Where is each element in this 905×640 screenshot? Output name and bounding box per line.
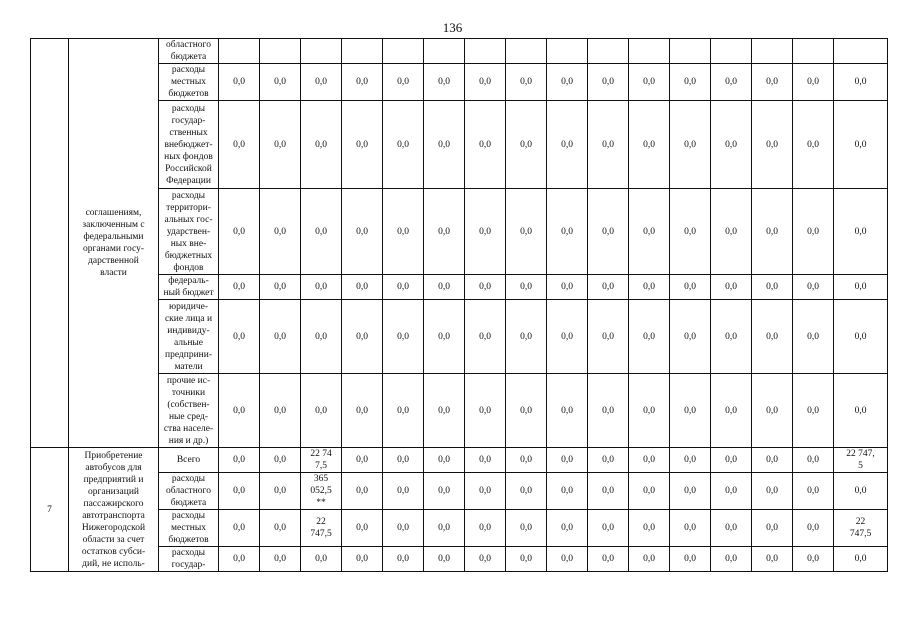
value-cell: 0,0 [424, 189, 465, 275]
funding-source-cell: расходы областного бюджета [159, 473, 219, 510]
row-number-cell [31, 39, 69, 448]
funding-source-cell: расходы государ- ственных внебюджет- ных фондов Российской Федерации [159, 101, 219, 189]
value-cell: 0,0 [793, 547, 834, 572]
value-cell: 0,0 [547, 64, 588, 101]
value-cell: 0,0 [383, 101, 424, 189]
value-cell: 0,0 [424, 300, 465, 374]
value-cell: 0,0 [629, 448, 670, 473]
measure-description-cell: Приобретение автобусов для предприятий и организаций пассажирского автотранспорта Нижегородской области за счет остатков субси- дий, не исполь- [69, 448, 159, 572]
value-cell: 0,0 [793, 189, 834, 275]
value-cell: 0,0 [260, 374, 301, 448]
value-cell: 0,0 [506, 300, 547, 374]
value-cell: 0,0 [711, 189, 752, 275]
budget-table [30, 38, 888, 572]
value-cell: 0,0 [752, 374, 793, 448]
value-cell: 0,0 [711, 448, 752, 473]
value-cell: 0,0 [506, 275, 547, 300]
table-row [31, 448, 888, 473]
value-cell: 0,0 [465, 448, 506, 473]
value-cell: 0,0 [506, 473, 547, 510]
value-cell: 0,0 [752, 64, 793, 101]
table-row [31, 300, 888, 374]
value-cell: 0,0 [834, 300, 888, 374]
value-cell: 0,0 [588, 275, 629, 300]
value-cell [506, 39, 547, 64]
value-cell: 0,0 [260, 64, 301, 101]
value-cell: 0,0 [260, 101, 301, 189]
value-cell [793, 39, 834, 64]
value-cell: 0,0 [629, 64, 670, 101]
value-cell: 0,0 [465, 374, 506, 448]
value-cell: 0,0 [834, 473, 888, 510]
value-cell: 0,0 [383, 510, 424, 547]
value-cell: 0,0 [670, 300, 711, 374]
value-cell: 0,0 [834, 275, 888, 300]
value-cell: 0,0 [752, 300, 793, 374]
value-cell: 0,0 [424, 510, 465, 547]
value-cell: 0,0 [465, 510, 506, 547]
value-cell: 0,0 [506, 374, 547, 448]
value-cell: 0,0 [219, 101, 260, 189]
value-cell: 0,0 [588, 510, 629, 547]
table-row [31, 510, 888, 547]
value-cell [260, 39, 301, 64]
value-cell: 0,0 [342, 101, 383, 189]
funding-source-cell: расходы местных бюджетов [159, 64, 219, 101]
value-cell [752, 39, 793, 64]
value-cell: 0,0 [711, 473, 752, 510]
value-cell: 0,0 [342, 473, 383, 510]
value-cell: 0,0 [711, 64, 752, 101]
funding-source-cell: областного бюджета [159, 39, 219, 64]
value-cell: 0,0 [834, 64, 888, 101]
value-cell [342, 39, 383, 64]
value-cell: 0,0 [629, 275, 670, 300]
value-cell: 0,0 [506, 510, 547, 547]
value-cell: 0,0 [547, 374, 588, 448]
value-cell: 0,0 [588, 473, 629, 510]
value-cell: 0,0 [793, 275, 834, 300]
value-cell: 0,0 [424, 64, 465, 101]
value-cell: 0,0 [424, 547, 465, 572]
value-cell: 0,0 [342, 300, 383, 374]
value-cell: 0,0 [588, 300, 629, 374]
value-cell [219, 39, 260, 64]
funding-source-cell: федераль- ный бюджет [159, 275, 219, 300]
value-cell: 0,0 [711, 510, 752, 547]
value-cell: 0,0 [465, 473, 506, 510]
value-cell: 0,0 [424, 448, 465, 473]
value-cell: 0,0 [629, 189, 670, 275]
value-cell: 0,0 [301, 275, 342, 300]
value-cell: 0,0 [260, 473, 301, 510]
table-row [31, 275, 888, 300]
value-cell: 22 747, 5 [834, 448, 888, 473]
value-cell: 0,0 [301, 189, 342, 275]
funding-source-cell: прочие ис- точники (собствен- ные сред- ства населе- ния и др.) [159, 374, 219, 448]
value-cell: 0,0 [752, 473, 793, 510]
value-cell: 0,0 [260, 275, 301, 300]
value-cell: 0,0 [383, 374, 424, 448]
value-cell: 0,0 [547, 510, 588, 547]
value-cell: 0,0 [711, 374, 752, 448]
value-cell: 0,0 [670, 275, 711, 300]
value-cell: 0,0 [793, 64, 834, 101]
value-cell: 0,0 [670, 189, 711, 275]
value-cell: 0,0 [547, 275, 588, 300]
value-cell: 0,0 [342, 547, 383, 572]
value-cell: 0,0 [342, 510, 383, 547]
value-cell: 0,0 [793, 101, 834, 189]
value-cell: 0,0 [793, 374, 834, 448]
value-cell: 0,0 [629, 101, 670, 189]
value-cell: 0,0 [301, 374, 342, 448]
value-cell: 0,0 [301, 101, 342, 189]
value-cell: 0,0 [219, 510, 260, 547]
value-cell: 0,0 [506, 189, 547, 275]
value-cell: 0,0 [793, 300, 834, 374]
value-cell: 0,0 [465, 64, 506, 101]
value-cell: 0,0 [383, 547, 424, 572]
value-cell: 0,0 [219, 275, 260, 300]
funding-source-cell: расходы территори- альных гос- ударствен- ных вне- бюджетных фондов [159, 189, 219, 275]
value-cell: 0,0 [424, 374, 465, 448]
value-cell: 0,0 [670, 64, 711, 101]
value-cell [547, 39, 588, 64]
value-cell: 0,0 [752, 101, 793, 189]
value-cell [383, 39, 424, 64]
value-cell: 0,0 [588, 448, 629, 473]
table-row [31, 39, 888, 64]
value-cell: 0,0 [629, 473, 670, 510]
value-cell: 0,0 [670, 510, 711, 547]
value-cell: 0,0 [342, 374, 383, 448]
value-cell: 0,0 [629, 547, 670, 572]
table-row [31, 189, 888, 275]
value-cell: 0,0 [752, 510, 793, 547]
funding-source-cell: Всего [159, 448, 219, 473]
value-cell: 0,0 [301, 547, 342, 572]
value-cell: 0,0 [834, 374, 888, 448]
value-cell: 365 052,5 ** [301, 473, 342, 510]
value-cell: 0,0 [834, 547, 888, 572]
value-cell: 0,0 [834, 189, 888, 275]
value-cell: 0,0 [793, 510, 834, 547]
value-cell: 0,0 [383, 300, 424, 374]
value-cell: 0,0 [547, 300, 588, 374]
value-cell: 0,0 [342, 448, 383, 473]
value-cell: 22 747,5 [834, 510, 888, 547]
value-cell: 0,0 [588, 547, 629, 572]
funding-source-cell: расходы местных бюджетов [159, 510, 219, 547]
value-cell: 0,0 [260, 510, 301, 547]
value-cell: 0,0 [711, 300, 752, 374]
value-cell: 0,0 [506, 101, 547, 189]
value-cell: 0,0 [834, 101, 888, 189]
value-cell: 0,0 [629, 510, 670, 547]
value-cell: 0,0 [547, 473, 588, 510]
value-cell: 0,0 [711, 275, 752, 300]
value-cell: 0,0 [547, 101, 588, 189]
value-cell: 0,0 [424, 275, 465, 300]
value-cell: 0,0 [424, 473, 465, 510]
row-number-cell: 7 [31, 448, 69, 572]
value-cell: 0,0 [752, 275, 793, 300]
value-cell: 0,0 [588, 189, 629, 275]
value-cell: 0,0 [793, 448, 834, 473]
value-cell: 0,0 [793, 473, 834, 510]
table-row [31, 473, 888, 510]
value-cell [711, 39, 752, 64]
value-cell: 0,0 [588, 374, 629, 448]
value-cell: 0,0 [711, 101, 752, 189]
value-cell: 0,0 [424, 101, 465, 189]
value-cell [629, 39, 670, 64]
value-cell: 0,0 [301, 300, 342, 374]
value-cell: 0,0 [506, 448, 547, 473]
value-cell: 0,0 [465, 547, 506, 572]
value-cell: 0,0 [219, 473, 260, 510]
value-cell: 0,0 [301, 64, 342, 101]
value-cell: 0,0 [752, 189, 793, 275]
value-cell: 0,0 [670, 448, 711, 473]
funding-source-cell: юридиче- ские лица и индивиду- альные предприни- матели [159, 300, 219, 374]
value-cell: 0,0 [711, 547, 752, 572]
value-cell: 22 74 7,5 [301, 448, 342, 473]
value-cell: 0,0 [752, 448, 793, 473]
value-cell: 0,0 [465, 189, 506, 275]
value-cell: 0,0 [383, 64, 424, 101]
value-cell [670, 39, 711, 64]
value-cell: 0,0 [383, 189, 424, 275]
measure-description-cell: соглашениям, заключенным с федеральными органами госу- дарственной власти [69, 39, 159, 448]
value-cell: 0,0 [629, 374, 670, 448]
table-row [31, 374, 888, 448]
value-cell: 0,0 [670, 374, 711, 448]
value-cell: 0,0 [465, 101, 506, 189]
value-cell [424, 39, 465, 64]
value-cell: 0,0 [752, 547, 793, 572]
value-cell: 0,0 [506, 64, 547, 101]
value-cell: 0,0 [219, 374, 260, 448]
value-cell: 0,0 [219, 448, 260, 473]
value-cell: 0,0 [547, 189, 588, 275]
value-cell: 0,0 [219, 189, 260, 275]
value-cell: 0,0 [506, 547, 547, 572]
table-row [31, 547, 888, 572]
value-cell: 0,0 [670, 473, 711, 510]
value-cell: 0,0 [383, 473, 424, 510]
value-cell: 0,0 [219, 64, 260, 101]
table-row [31, 101, 888, 189]
value-cell [834, 39, 888, 64]
value-cell: 0,0 [219, 547, 260, 572]
table-row [31, 64, 888, 101]
value-cell: 0,0 [219, 300, 260, 374]
value-cell [301, 39, 342, 64]
value-cell: 0,0 [629, 300, 670, 374]
value-cell: 0,0 [260, 300, 301, 374]
value-cell: 0,0 [260, 547, 301, 572]
value-cell: 0,0 [588, 101, 629, 189]
value-cell [465, 39, 506, 64]
value-cell: 0,0 [465, 275, 506, 300]
page-number: 136 [442, 20, 463, 35]
value-cell [588, 39, 629, 64]
value-cell: 0,0 [547, 448, 588, 473]
value-cell: 0,0 [260, 189, 301, 275]
value-cell: 0,0 [342, 64, 383, 101]
funding-source-cell: расходы государ- [159, 547, 219, 572]
value-cell: 0,0 [383, 275, 424, 300]
value-cell: 0,0 [670, 547, 711, 572]
value-cell: 0,0 [342, 189, 383, 275]
value-cell: 22 747,5 [301, 510, 342, 547]
value-cell: 0,0 [670, 101, 711, 189]
value-cell: 0,0 [547, 547, 588, 572]
value-cell: 0,0 [465, 300, 506, 374]
value-cell: 0,0 [383, 448, 424, 473]
value-cell: 0,0 [260, 448, 301, 473]
value-cell: 0,0 [342, 275, 383, 300]
value-cell: 0,0 [588, 64, 629, 101]
